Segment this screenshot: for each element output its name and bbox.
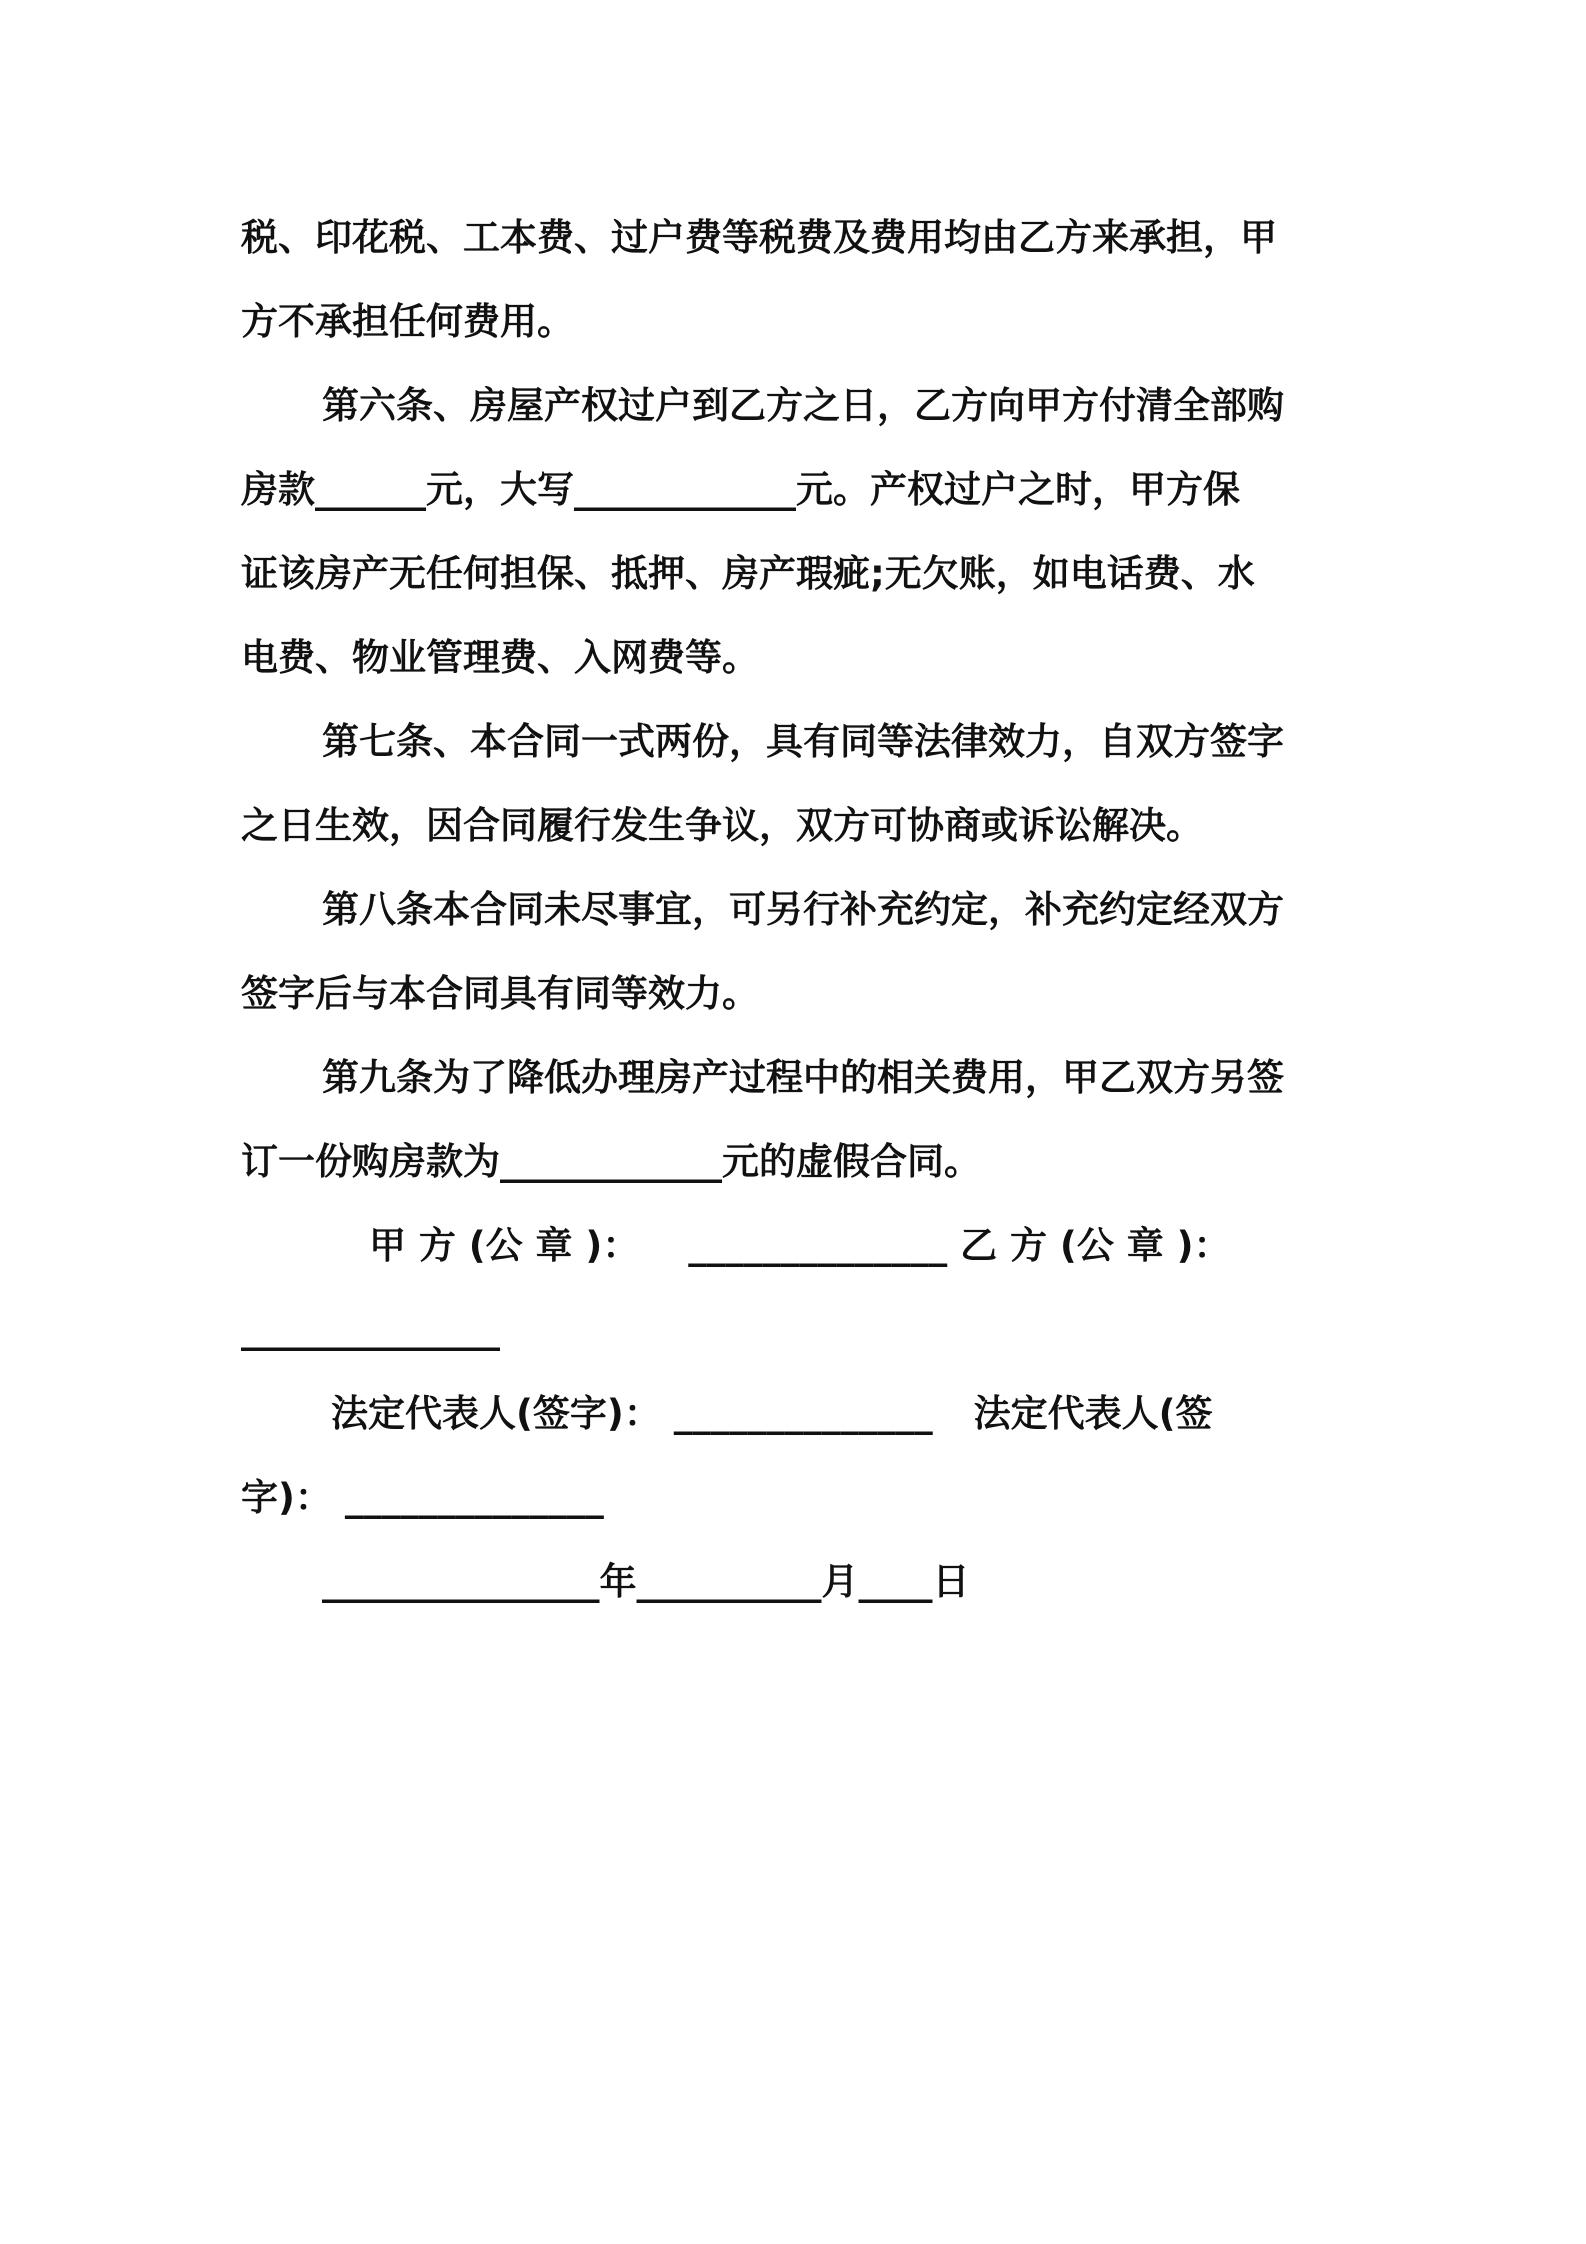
- text-line: 房款______元，大写____________元。产权过户之时，甲方保: [241, 468, 1240, 511]
- year-blank: _______________: [322, 1560, 600, 1603]
- rep-b-signature-line: [241, 1456, 1356, 1540]
- day-label: 日: [932, 1560, 970, 1603]
- rep-a-label: 法定代表人(签字)：: [331, 1392, 661, 1435]
- text-line: 证该房产无任何担保、抵押、房产瑕疵;无欠账，如电话费、水: [241, 552, 1255, 595]
- text-line: 签字后与本合同具有同等效力。: [241, 972, 759, 1015]
- party-b-seal-blank: ______________: [241, 1308, 500, 1351]
- text-line: 税、印花税、工本费、过户费等税费及费用均由乙方来承担，甲: [241, 216, 1277, 259]
- party-b-label: 乙 方 (公 章 )：: [960, 1224, 1231, 1267]
- text-line: 订一份购房款为____________元的虚假合同。: [241, 1140, 981, 1183]
- article-6-line: 第六条、房屋产权过户到乙方之日，乙方向甲方付清全部购: [322, 384, 1284, 427]
- representative-signature-line: [241, 1372, 1356, 1456]
- rep-b-signature-blank: ______________: [344, 1476, 604, 1519]
- text-line: 方不承担任何费用。: [241, 300, 574, 343]
- month-label: 月: [821, 1560, 859, 1603]
- month-blank: __________: [636, 1560, 822, 1603]
- article-9-line: 第九条为了降低办理房产过程中的相关费用，甲乙双方另签: [322, 1056, 1284, 1099]
- party-signature-line: [241, 1204, 1356, 1288]
- rep-b-label-cont: 字)：: [241, 1476, 332, 1519]
- contract-body: [241, 196, 1356, 1624]
- article-8-line: 第八条本合同未尽事宜，可另行补充约定，补充约定经双方: [322, 888, 1284, 931]
- party-a-seal-blank: ______________: [688, 1224, 948, 1267]
- text-line: 之日生效，因合同履行发生争议，双方可协商或诉讼解决。: [241, 804, 1203, 847]
- date-line: [241, 1540, 1356, 1624]
- text-line: 电费、物业管理费、入网费等。: [241, 636, 759, 679]
- rep-a-signature-blank: ______________: [673, 1392, 933, 1435]
- year-label: 年: [599, 1560, 637, 1603]
- rep-b-label: 法定代表人(签: [973, 1392, 1213, 1435]
- day-blank: ____: [858, 1560, 933, 1603]
- article-7-line: 第七条、本合同一式两份，具有同等法律效力，自双方签字: [322, 720, 1284, 763]
- party-a-label: 甲 方 (公 章 )：: [369, 1224, 640, 1267]
